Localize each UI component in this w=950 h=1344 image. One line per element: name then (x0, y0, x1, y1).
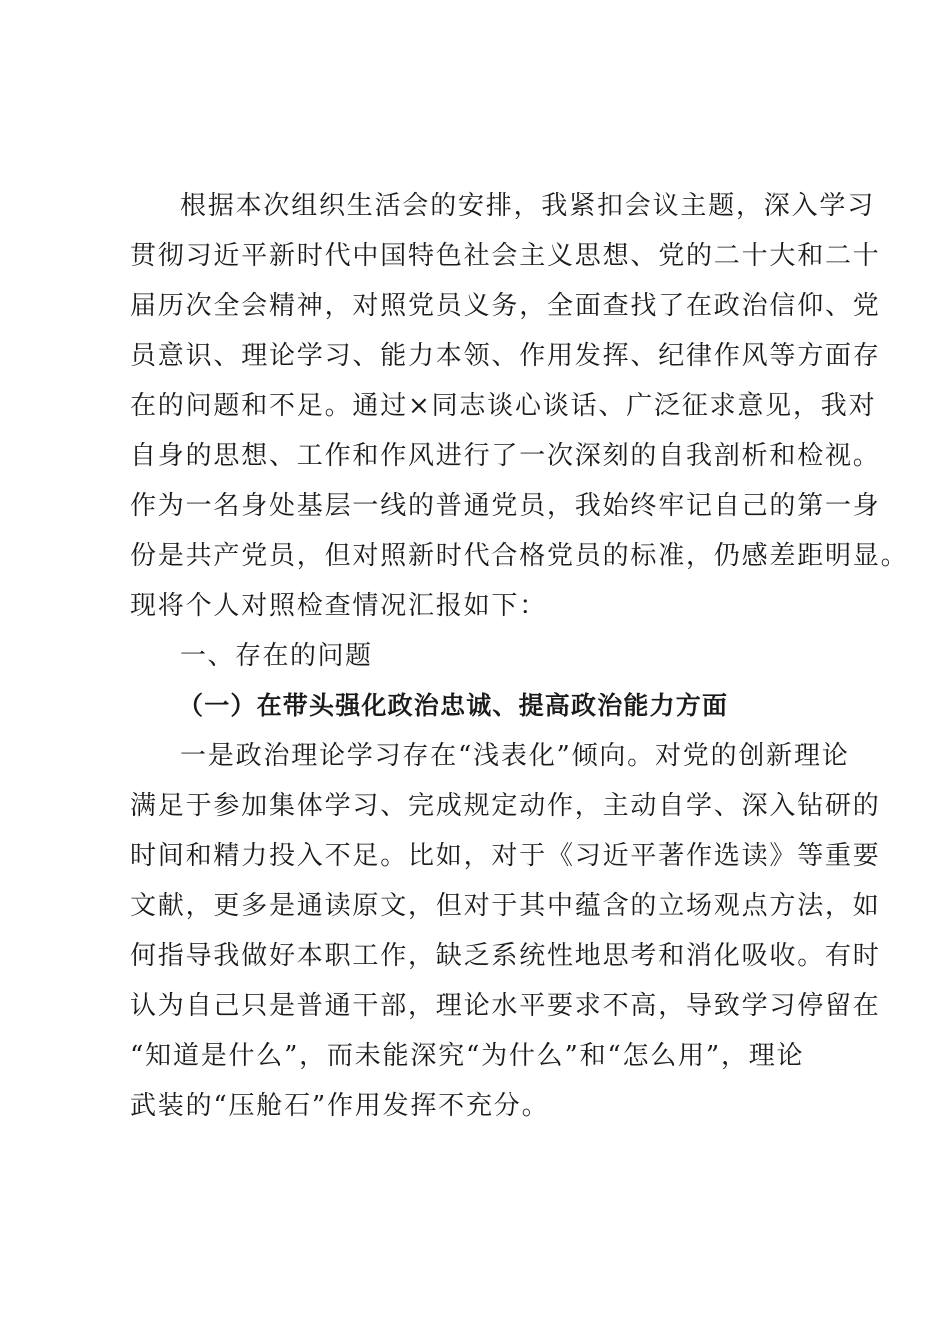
body-line-3: 时间和精力投入不足。比如，对于《习近平著作选读》等重要 (130, 841, 881, 871)
intro-line-8: 份是共产党员，但对照新时代合格党员的标准，仍感差距明显。 (130, 541, 909, 571)
intro-line-5: 在的问题和不足。通过×同志谈心谈话、广泛征求意见，我对 (130, 391, 877, 421)
intro-line-2: 贯彻习近平新时代中国特色社会主义思想、党的二十大和二十 (130, 241, 881, 271)
intro-line-6: 自身的思想、工作和作风进行了一次深刻的自我剖析和检视。 (130, 441, 881, 471)
section-heading: 一、存在的问题 (180, 641, 373, 671)
intro-line-1: 根据本次组织生活会的安排，我紧扣会议主题，深入学习 (180, 191, 876, 221)
intro-line-3: 届历次全会精神，对照党员义务，全面查找了在政治信仰、党 (130, 291, 881, 321)
subsection-heading: （一）在带头强化政治忠诚、提高政治能力方面 (178, 691, 729, 720)
intro-line-7: 作为一名身处基层一线的普通党员，我始终牢记自己的第一身 (130, 491, 881, 521)
body-line-4: 文献，更多是通读原文，但对于其中蕴含的立场观点方法，如 (130, 891, 881, 921)
body-line-7: “知道是什么”，而未能深究“为什么”和“怎么用”，理论 (130, 1041, 805, 1071)
body-line-5: 何指导我做好本职工作，缺乏系统性地思考和消化吸收。有时 (130, 941, 881, 971)
intro-line-4: 员意识、理论学习、能力本领、作用发挥、纪律作风等方面存 (130, 341, 881, 371)
body-line-2: 满足于参加集体学习、完成规定动作，主动自学、深入钻研的 (130, 791, 881, 821)
body-line-1: 一是政治理论学习存在“浅表化”倾向。对党的创新理论 (180, 741, 850, 771)
body-line-8: 武装的“压舱石”作用发挥不充分。 (130, 1091, 550, 1121)
body-line-6: 认为自己只是普通干部，理论水平要求不高，导致学习停留在 (130, 991, 881, 1021)
intro-line-9: 现将个人对照检查情况汇报如下： (130, 591, 548, 621)
